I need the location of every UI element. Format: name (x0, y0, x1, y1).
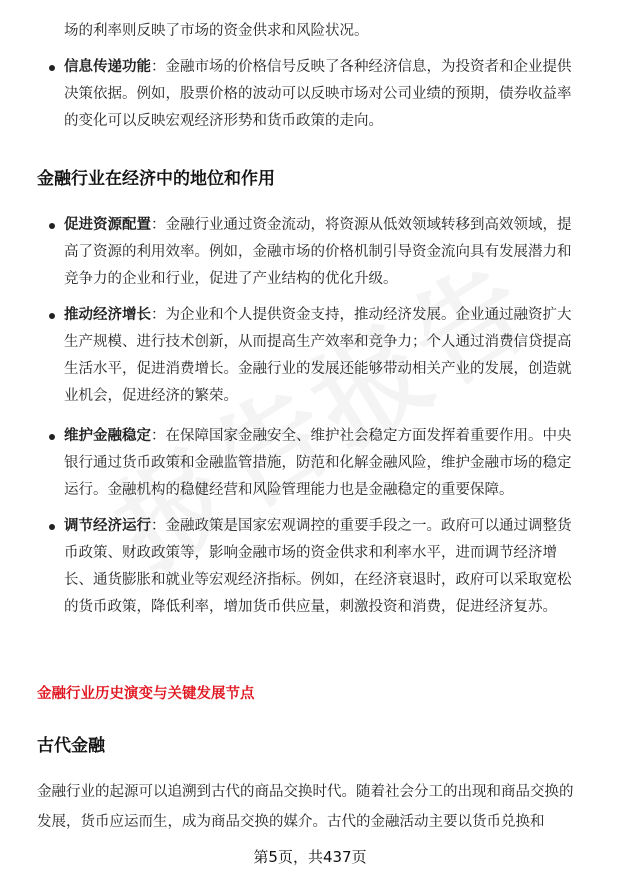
bullet-title: 促进资源配置 (64, 217, 151, 233)
page-number-footer: 第5页，共437页 (253, 848, 367, 866)
bullet-resource-allocation (64, 212, 582, 293)
bullet-dot (49, 223, 55, 229)
bullet-text: ：在保障国家金融安全、维护社会稳定方面发挥着重要作用。中央银行通过货币政策和金融监管措施，防范和化解金融风险，维护金融市场的稳定运行。金融机构的稳健经营和风险管理能力也是金融稳定的重要保障。 (64, 428, 572, 498)
bullet-dot (49, 313, 55, 319)
bullet-title: 推动经济增长 (64, 307, 151, 323)
bullet-dot (49, 524, 55, 530)
bullet-title: 调节经济运行 (64, 518, 151, 534)
ancient-finance-heading: 古代金融 (37, 736, 105, 756)
bullet-info-transfer (64, 54, 582, 135)
bullet-text: ：为企业和个人提供资金支持，推动经济发展。企业通过融资扩大生产规模、进行技术创新，从而提高生产效率和竞争力；个人通过消费信贷提高生活水平，促进消费增长。金融行业的发展还能够带动相关产业的发展，创造就业机会，促进经济的繁荣。 (64, 307, 572, 404)
bullet-title: 信息传递功能 (64, 59, 151, 75)
bullet-title: 维护金融稳定 (64, 428, 151, 444)
bullet-dot (49, 434, 55, 440)
bullet-dot (49, 65, 55, 71)
intro-tail-text: 场的利率则反映了市场的资金供求和风险状况。 (64, 23, 369, 39)
bullet-economic-regulation (64, 513, 582, 621)
history-heading: 金融行业历史演变与关键发展节点 (37, 686, 255, 702)
ancient-finance-text: 金融行业的起源可以追溯到古代的商品交换时代。随着社会分工的出现和商品交换的发展，货币应运而生，成为商品交换的媒介。古代的金融活动主要以货币兑换和 (37, 784, 574, 830)
bullet-text: ：金融政策是国家宏观调控的重要手段之一。政府可以通过调整货币政策、财政政策等，影响金融市场的资金供求和利率水平，进而调节经济增长、通货膨胀和就业等宏观经济指标。例如，在经济衰退时，政府可以采取宽松的货币政策，降低利率，增加货币供应量，刺激投资和消费，促进经济复苏。 (64, 518, 572, 615)
section-heading-role: 金融行业在经济中的地位和作用 (37, 169, 275, 189)
bullet-financial-stability (64, 423, 582, 504)
bullet-economic-growth (64, 302, 582, 410)
bullet-text: ：金融行业通过资金流动，将资源从低效领域转移到高效领域，提高了资源的利用效率。例如，金融市场的价格机制引导资金流向具有发展潜力和竞争力的企业和行业，促进了产业结构的优化升级。 (64, 217, 572, 287)
bullet-text: ：金融市场的价格信号反映了各种经济信息，为投资者和企业提供决策依据。例如，股票价格的波动可以反映市场对公司业绩的预期，债券收益率的变化可以反映宏观经济形势和货币政策的走向。 (64, 59, 572, 129)
